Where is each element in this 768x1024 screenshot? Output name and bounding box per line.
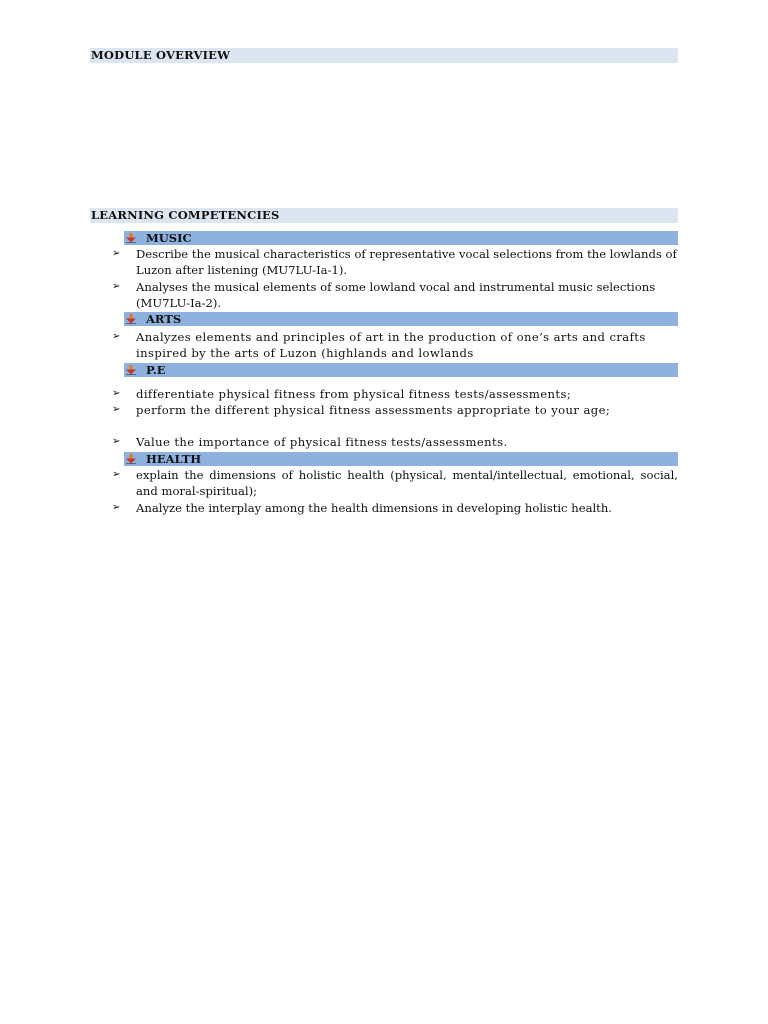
subject-bar-arts — [124, 312, 678, 326]
arrowhead-bullet-icon: ➢ — [112, 281, 121, 292]
subject-label-pe: P.E — [146, 363, 166, 377]
learning-competencies-title: LEARNING COMPETENCIES — [91, 208, 280, 222]
module-overview-title: MODULE OVERVIEW — [91, 48, 231, 62]
down-arrow-icon — [126, 454, 136, 464]
learning-competencies-header — [90, 208, 678, 223]
down-arrow-icon — [126, 365, 136, 375]
module-overview-header — [90, 48, 678, 63]
competency-item-pe-1: ➢ differentiate physical fitness from physical fitness tests/assessments; — [112, 387, 572, 401]
down-arrow-icon — [126, 314, 136, 324]
competency-item-health-2: ➢ Analyze the interplay among the health dimensions in developing holistic health. — [112, 501, 612, 515]
subject-bar-music — [124, 231, 678, 245]
subject-label-music: MUSIC — [146, 231, 192, 245]
competency-item-pe-2: ➢ perform the different physical fitness assessments appropriate to your age; — [112, 403, 611, 417]
subject-bar-pe — [124, 363, 678, 377]
arrowhead-bullet-icon: ➢ — [112, 436, 121, 447]
competency-item-music-2: ➢ Analyses the musical elements of some lowland vocal and instrumental music selections (MU7LU-Ia-2). — [112, 280, 656, 310]
arrowhead-bullet-icon: ➢ — [112, 502, 121, 513]
arrowhead-bullet-icon: ➢ — [112, 388, 121, 399]
subject-label-health: HEALTH — [146, 452, 202, 466]
competency-item-music-1: ➢ Describe the musical characteristics of representative vocal selections from the lowlands of Luzon after listening (MU7LU-Ia-1). — [112, 247, 677, 277]
competency-item-pe-3: ➢ Value the importance of physical fitness tests/assessments. — [112, 435, 508, 449]
arrowhead-bullet-icon: ➢ — [112, 248, 121, 259]
arrowhead-bullet-icon: ➢ — [112, 331, 121, 342]
subject-bar-health — [124, 452, 678, 466]
competency-item-arts-1: ➢ Analyzes elements and principles of art in the production of one’s arts and crafts inspired by the arts of Luzon (highlands and lowlands — [112, 330, 646, 360]
competency-item-health-1: ➢ explain the dimensions of holistic health (physical, mental/intellectual, emotional, social, and moral-spiritual); — [112, 468, 678, 498]
arrowhead-bullet-icon: ➢ — [112, 404, 121, 415]
subject-label-arts: ARTS — [146, 312, 182, 326]
arrowhead-bullet-icon: ➢ — [112, 469, 121, 480]
down-arrow-icon — [126, 233, 136, 243]
